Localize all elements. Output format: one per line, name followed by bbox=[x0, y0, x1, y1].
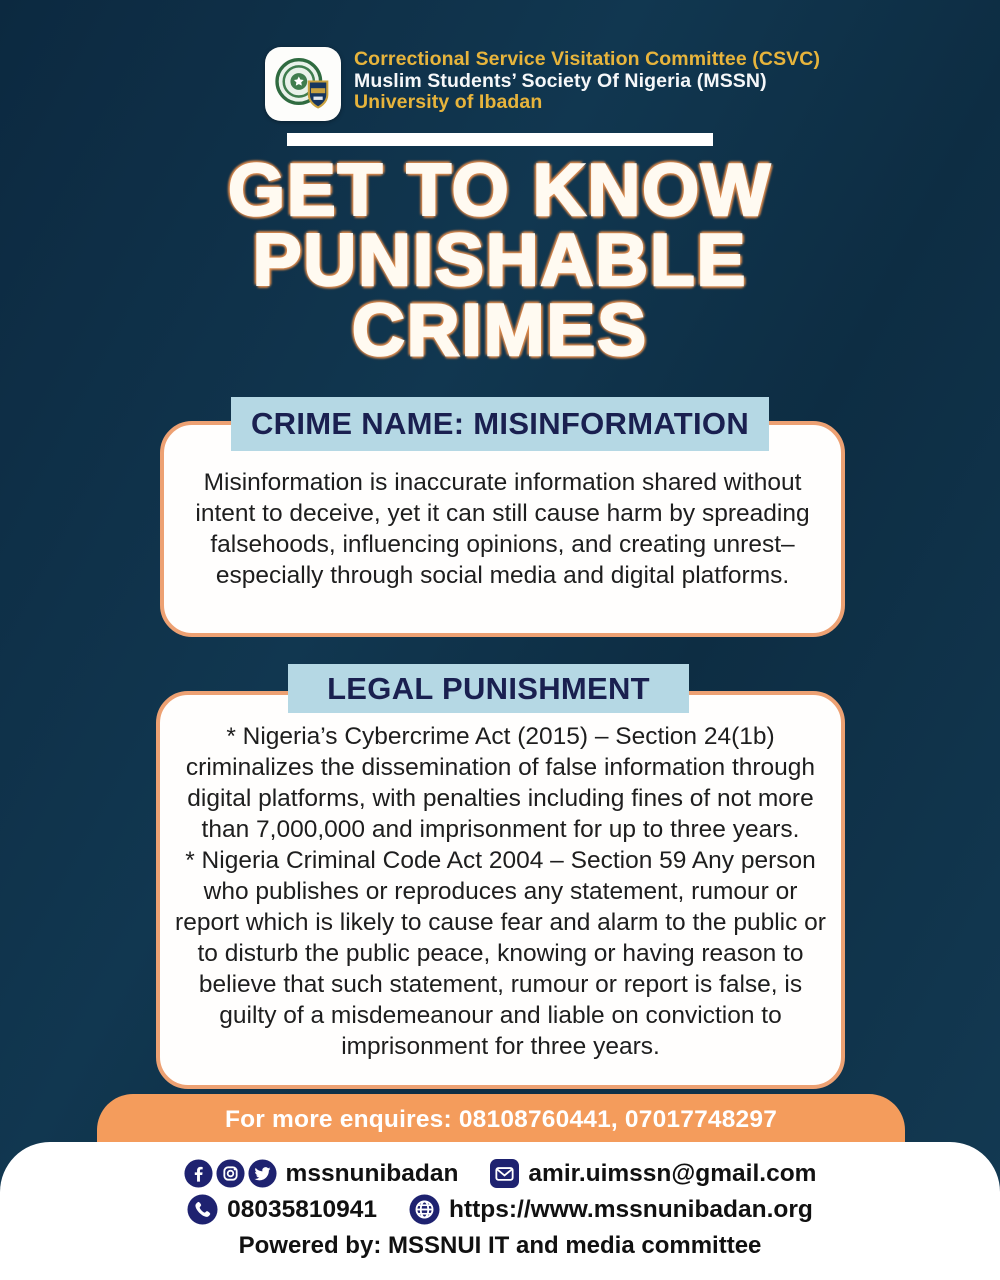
crime-description-text: Misinformation is inaccurate information shared without intent to deceive, yet it can still cause harm by spreading falsehoods, influencing opinions, and creating unrest–especially through social media and digital platforms. bbox=[195, 469, 810, 589]
footer-row-social bbox=[0, 1159, 1000, 1188]
facebook-icon[interactable] bbox=[184, 1159, 213, 1188]
org-lines bbox=[354, 47, 820, 114]
instagram-icon[interactable] bbox=[216, 1159, 245, 1188]
phone-number[interactable]: 08035810941 bbox=[227, 1195, 377, 1223]
phone-icon[interactable] bbox=[187, 1194, 218, 1225]
enquiries-text: For more enquires: 08108760441, 07017748297 bbox=[224, 1106, 778, 1133]
email-icon[interactable] bbox=[490, 1159, 519, 1188]
title-line-1: GET TO KNOW bbox=[228, 150, 772, 231]
org-line-csvc: Correctional Service Visitation Committee (CSVC) bbox=[354, 48, 821, 70]
footer-row-contact bbox=[0, 1194, 1000, 1225]
org-line-mssn: Muslim Students’ Society Of Nigeria (MSSN) bbox=[354, 69, 767, 92]
header-divider bbox=[287, 133, 713, 146]
header bbox=[265, 47, 820, 121]
org-line-university: University of Ibadan bbox=[354, 91, 543, 113]
email-address[interactable]: amir.uimssn@gmail.com bbox=[528, 1159, 817, 1187]
punishment-paragraph-cybercrime: * Nigeria’s Cybercrime Act (2015) – Section 24(1b) criminalizes the dissemination of false information through digital platforms, with penalties including fines of not more than 7,000,000 and imprisonment for up to three years. bbox=[185, 723, 816, 843]
crime-description-card bbox=[160, 421, 845, 637]
social-handle[interactable]: mssnunibadan bbox=[285, 1159, 459, 1187]
poster-title bbox=[0, 150, 1000, 371]
social-icons bbox=[184, 1159, 277, 1188]
punishment-paragraph-criminal-code: * Nigeria Criminal Code Act 2004 – Section 59 Any person who publishes or reproduces any statement, rumour or report which is likely to cause fear and alarm to the public or to disturb the public peace, knowing or having reason to believe that such statement, rumour or report is false, is guilty of a misdemeanour and liable on conviction to imprisonment for three years. bbox=[175, 847, 826, 1060]
powered-by-text: Powered by: MSSNUI IT and media committee bbox=[238, 1232, 762, 1259]
twitter-icon[interactable] bbox=[248, 1159, 277, 1188]
crime-name-badge: CRIME NAME: MISINFORMATION bbox=[231, 397, 769, 451]
legal-punishment-body bbox=[160, 695, 841, 1062]
globe-icon[interactable] bbox=[409, 1194, 440, 1225]
website-url[interactable]: https://www.mssnunibadan.org bbox=[449, 1195, 813, 1223]
title-line-2: PUNISHABLE bbox=[252, 220, 748, 301]
footer bbox=[0, 1142, 1000, 1280]
legal-punishment-card bbox=[156, 691, 845, 1089]
title-line-3: CRIMES bbox=[352, 290, 648, 371]
mssn-ui-crest-icon bbox=[271, 53, 335, 115]
mssn-logo bbox=[265, 47, 341, 121]
legal-punishment-badge: LEGAL PUNISHMENT bbox=[288, 664, 689, 713]
